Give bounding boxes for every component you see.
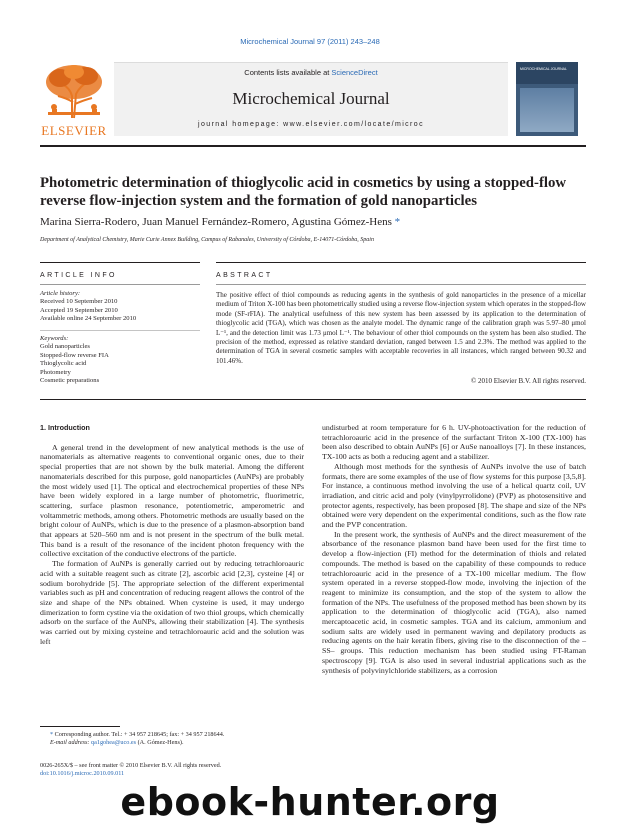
keywords-rule [40, 330, 200, 331]
watermark-text: ebook-hunter.org [120, 780, 500, 824]
section-heading-introduction: 1. Introduction [40, 423, 90, 432]
authors: Marina Sierra-Rodero, Juan Manuel Fernández-Romero, Agustina Gómez-Hens [40, 216, 392, 228]
cover-image [520, 88, 574, 132]
footnote-rule [40, 726, 120, 727]
elsevier-wordmark: ELSEVIER [41, 123, 107, 138]
author-list [40, 216, 586, 228]
abstract-text: The positive effect of thiol compounds as reducing agents in the synthesis of gold nanoparticles in the presence of a micellar medium of Triton X-100 has been photometrically studied using a reverse flow-injection system which operates in the stopped-flow mode (SF-rFIA). The analytical usefulness of this new system has been assessed by its application to the determination of thioglycolic acid (TGA), which was chosen as the analyte model. The dynamic range of the calibration graph was 5.97–80 μmol L⁻¹, and the detection limit was 1.73 μmol L⁻¹. The behaviour of other thiol compounds on the system has been also studied. The precision of the method, expressed as relative standard deviation, ranged between 1.5 and 2.3%. The method was applied to the determination of TGA in several cosmetic samples with acceptable recoveries in all instances, which ranged between 90.32 and 101.46%. [216, 291, 586, 365]
article-title: Photometric determination of thioglycolic acid in cosmetics by using a stopped-flow reverse flow-injection system and the formation of gold nanoparticles [40, 175, 567, 209]
article-history [40, 290, 200, 324]
info-rule [40, 284, 200, 285]
info-rule-top [40, 262, 200, 263]
history-received: Received 10 September 2010 [40, 298, 118, 306]
contents-line [114, 68, 508, 77]
issn-line: 0026-265X/$ – see front matter © 2010 Elsevier B.V. All rights reserved. [40, 762, 222, 769]
cover-header [516, 62, 578, 84]
contents-prefix: Contents lists available at [244, 68, 332, 77]
keyword: Cosmetic preparations [40, 377, 100, 385]
body-column-left [40, 423, 304, 646]
email-link[interactable]: qa1gohea@uco.es [91, 739, 137, 746]
abstract-heading: ABSTRACT [216, 272, 273, 279]
body-paragraph: undisturbed at room temperature for 6 h. UV-photoactivation for the reduction of tetrachloroauric acid in the presence of the surfactant Triton X-100 (TX-100) has been also described to obtain AuNPs [6] or AuSe nanoalloys [7]. In these instances, TX-100 acts as both a reducing agent and a stabilizer. [322, 423, 586, 462]
body-paragraph: The formation of AuNPs is generally carried out by reducing tetrachloroauric acid with a suitable reagent such as citrate [2], ascorbic acid [2,3], cysteine [4] or sodium borohydride [5]. The appropriate selection of the different experimental variables such as pH and concentration of reducing reagent allows the control of the size and shape of the NPs obtained. When cysteine is used, it may undergo dimerization to form cystine via the oxidation of two thiol groups, which chemically adsorb on the surface of the AuNPs, allowing their stabilization [4]. The synthesis was carried out by mixing cysteine and tetrachloroauric acid and the solution was left [40, 559, 304, 646]
keywords [40, 335, 200, 385]
keywords-label: Keywords: [40, 335, 69, 342]
body-paragraph: In the present work, the synthesis of AuNPs and the direct measurement of the absorbance of the resonance plasmon band have been used for the first time to develop a flow-injection (FI) method for the determination of thiols and related compounds. The method is based on the capability of these compounds to reduce tetrachloroauric acid in the presence of a TX-100 micellar medium. The flow system operated in a reverse stopped-flow mode, involving the injection of the reagent to minimize its consumption, and the stop of the system to allow the formation of the NPs. The usefulness of the proposed method has been shown by its application to the determination of thioglycolic acid (TGA), also named mercaptoacetic acid, in cosmetic samples. TGA and its calcium, ammonium and sodium salts are widely used in permanent waving and depilatory products as reducing agents on the hair keratin fibers, giving rise to the disconnection of the –SS– groups. This reduction mechanism has been studied using FT-Raman spectroscopy [9]. TGA is also used in several industrial applications such as the synthesis of polyvinylchloride stabilizers, as a corrosion [322, 529, 586, 675]
history-online: Available online 24 September 2010 [40, 315, 137, 323]
body-paragraph: Although most methods for the synthesis of AuNPs involve the use of batch formats, there are some examples of the use of flow systems for this purpose [3,5,8]. For instance, a continuous method involving the use of a helical quartz coil, UV irradiation, and citric acid and poly (vinylpyrrolidone) (PVP) as photosensitive and protector agents, respectively, has been proposed [8]. The shape and size of the NPs obtained were very dependent on the experimental conditions, such as the flow rate and the PVP concentration. [322, 461, 586, 530]
email-owner: (A. Gómez-Hens). [136, 739, 184, 746]
email-label: E-mail address: [50, 739, 90, 746]
elsevier-tree-icon [40, 62, 108, 120]
header-rule [40, 145, 586, 147]
corresponding-author-mark[interactable]: * [394, 216, 401, 228]
sciencedirect-link[interactable]: ScienceDirect [331, 68, 378, 77]
history-accepted: Accepted 19 September 2010 [40, 306, 118, 314]
journal-banner [114, 62, 508, 136]
body-rule [40, 399, 586, 400]
affiliation: Department of Analytical Chemistry, Marie Curie Annex Building, Campus of Rabanales, University of Córdoba, E-14071-Córdoba, Spain [40, 237, 374, 243]
journal-cover-thumbnail[interactable] [516, 62, 578, 136]
history-label: Article history: [40, 290, 81, 297]
journal-homepage-link[interactable]: journal homepage: www.elsevier.com/locate/microc [198, 121, 424, 128]
article-info-heading: ARTICLE INFO [40, 272, 117, 279]
watermark-banner [0, 776, 620, 827]
cover-title: MICROCHEMICAL JOURNAL [520, 67, 567, 71]
abstract-rule [216, 284, 586, 285]
keyword: Stopped-flow reverse FIA [40, 351, 109, 359]
doi-link[interactable]: doi:10.1016/j.microc.2010.09.011 [40, 770, 125, 777]
journal-title: Microchemical Journal [232, 89, 390, 108]
footnote-contact: Corresponding author. Tel.: + 34 957 218645; fax: + 34 957 218644. [53, 731, 225, 738]
corresponding-author-footnote [40, 731, 304, 747]
body-paragraph: A general trend in the development of new analytical methods is the use of nanomaterials as alternative reagents to conventional organic ones, due to their special properties that are not shown by the bulk material. Among the different nanomaterials described for this purpose, gold nanoparticles (AuNPs) are probably the most widely used [1]. The optical and electrochemical properties of these NPs have been widely explored in a large number of photometric, fluorimetric, scattering, surface plasmon resonance, potentiometric, amperometric and voltammetric methods, among others. Photometric methods are usually based on the bright colour of AuNPs, which is due to the presence of a plasmon-absorption band that appears at 520–560 nm and is not present in the spectrum of the bulk metal. This band is a result of the resonance of the incident photon frequency with the collective excitation of the conductive electrons of the particle. [40, 442, 304, 559]
keyword: Gold nanoparticles [40, 343, 90, 351]
body-column-right [322, 423, 586, 675]
keyword: Thioglycolic acid [40, 360, 87, 368]
abstract-rule-top [216, 262, 586, 263]
footnote-mark: * [50, 731, 54, 738]
copyright-notice: © 2010 Elsevier B.V. All rights reserved. [470, 377, 586, 385]
elsevier-logo[interactable] [40, 62, 108, 138]
journal-reference[interactable]: Microchemical Journal 97 (2011) 243–248 [240, 37, 380, 46]
keyword: Photometry [40, 368, 71, 376]
journal-header [40, 52, 586, 140]
